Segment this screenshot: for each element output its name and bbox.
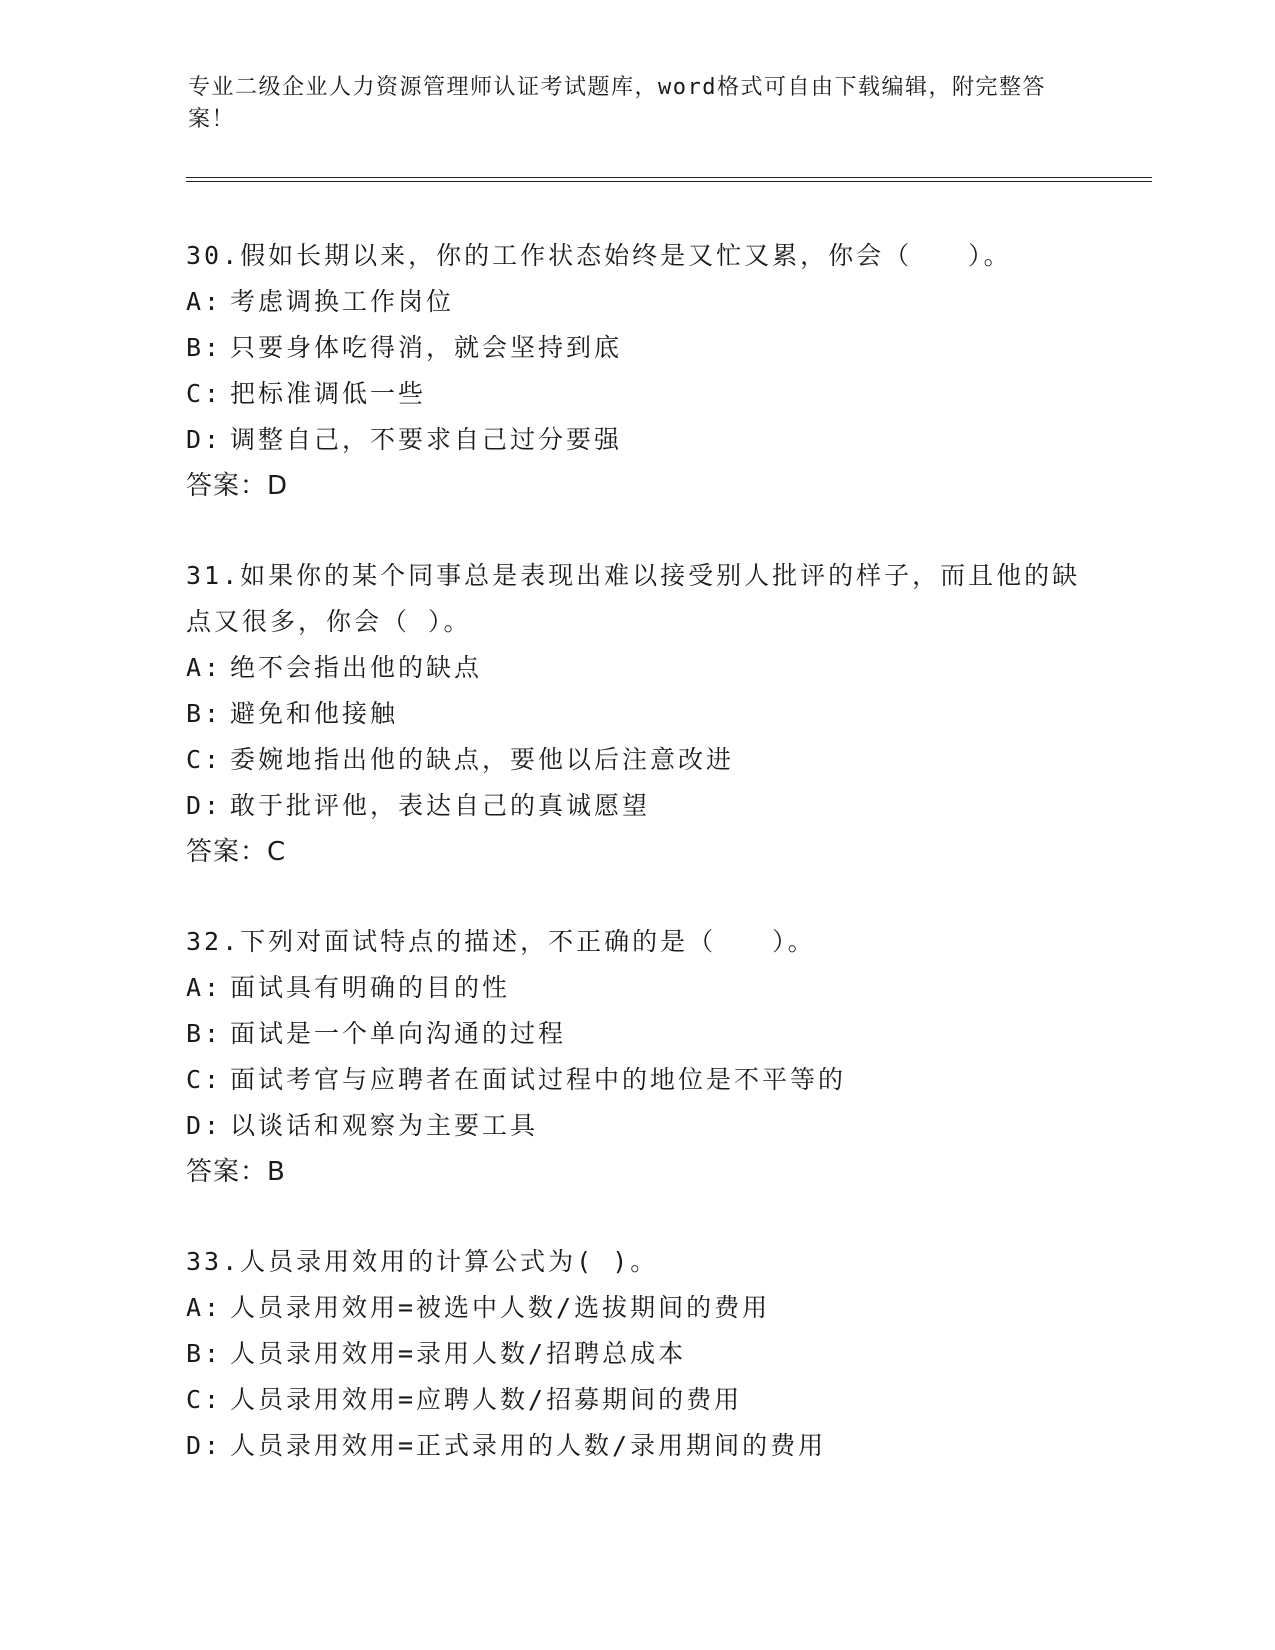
question-stem: 30.假如长期以来，你的工作状态始终是又忙又累，你会（ ）。 — [186, 241, 1012, 270]
option-text: 面试考官与应聘者在面试过程中的地位是不平等的 — [230, 1065, 847, 1094]
option-letter: D: — [186, 1431, 223, 1460]
question-item — [186, 233, 1086, 509]
option-letter: A: — [186, 973, 223, 1002]
option-c — [186, 1377, 1086, 1423]
document-header: 专业二级企业人力资源管理师认证考试题库，word格式可自由下载编辑，附完整答案！ — [188, 75, 1046, 132]
option-text: 人员录用效用=录用人数/招聘总成本 — [230, 1339, 687, 1368]
option-a — [186, 1285, 1086, 1331]
option-a — [186, 279, 1086, 325]
option-letter: B: — [186, 333, 223, 362]
option-d — [186, 417, 1086, 463]
option-c — [186, 737, 1086, 783]
answer-line: 答案：C — [186, 837, 287, 867]
option-letter: D: — [186, 425, 223, 454]
option-letter: B: — [186, 1019, 223, 1048]
option-letter: B: — [186, 699, 223, 728]
header-double-rule — [186, 177, 1152, 182]
option-letter: A: — [186, 653, 223, 682]
question-stem: 33.人员录用效用的计算公式为( )。 — [186, 1247, 659, 1276]
option-b — [186, 691, 1086, 737]
option-text: 把标准调低一些 — [230, 379, 427, 408]
answer-line: 答案：D — [186, 471, 289, 501]
option-text: 委婉地指出他的缺点，要他以后注意改进 — [230, 745, 735, 774]
option-text: 人员录用效用=被选中人数/选拔期间的费用 — [230, 1293, 771, 1322]
option-text: 以谈话和观察为主要工具 — [230, 1111, 539, 1140]
question-item — [186, 919, 1086, 1195]
option-text: 考虑调换工作岗位 — [230, 287, 455, 316]
option-d — [186, 1103, 1086, 1149]
option-text: 调整自己，不要求自己过分要强 — [230, 425, 623, 454]
option-text: 只要身体吃得消，就会坚持到底 — [230, 333, 623, 362]
option-text: 面试是一个单向沟通的过程 — [230, 1019, 567, 1048]
question-list — [186, 233, 1086, 1513]
option-text: 人员录用效用=正式录用的人数/录用期间的费用 — [230, 1431, 827, 1460]
option-letter: A: — [186, 287, 223, 316]
option-d — [186, 1423, 1086, 1469]
option-text: 避免和他接触 — [230, 699, 399, 728]
option-text: 人员录用效用=应聘人数/招募期间的费用 — [230, 1385, 743, 1414]
question-stem: 31.如果你的某个同事总是表现出难以接受别人批评的样子，而且他的缺点又很多，你会（ ）。 — [186, 561, 1081, 636]
option-text: 面试具有明确的目的性 — [230, 973, 511, 1002]
answer-line: 答案：B — [186, 1157, 286, 1187]
option-a — [186, 645, 1086, 691]
option-c — [186, 1057, 1086, 1103]
option-letter: C: — [186, 745, 223, 774]
question-stem: 32.下列对面试特点的描述，不正确的是（ ）。 — [186, 927, 816, 956]
option-letter: C: — [186, 1065, 223, 1094]
option-letter: A: — [186, 1293, 223, 1322]
option-letter: D: — [186, 1111, 223, 1140]
option-letter: B: — [186, 1339, 223, 1368]
option-letter: C: — [186, 1385, 223, 1414]
option-c — [186, 371, 1086, 417]
option-text: 敢于批评他，表达自己的真诚愿望 — [230, 791, 651, 820]
option-letter: C: — [186, 379, 223, 408]
option-b — [186, 325, 1086, 371]
question-item — [186, 1239, 1086, 1469]
option-text: 绝不会指出他的缺点 — [230, 653, 483, 682]
option-letter: D: — [186, 791, 223, 820]
option-d — [186, 783, 1086, 829]
question-item — [186, 553, 1086, 875]
option-b — [186, 1011, 1086, 1057]
option-a — [186, 965, 1086, 1011]
option-b — [186, 1331, 1086, 1377]
